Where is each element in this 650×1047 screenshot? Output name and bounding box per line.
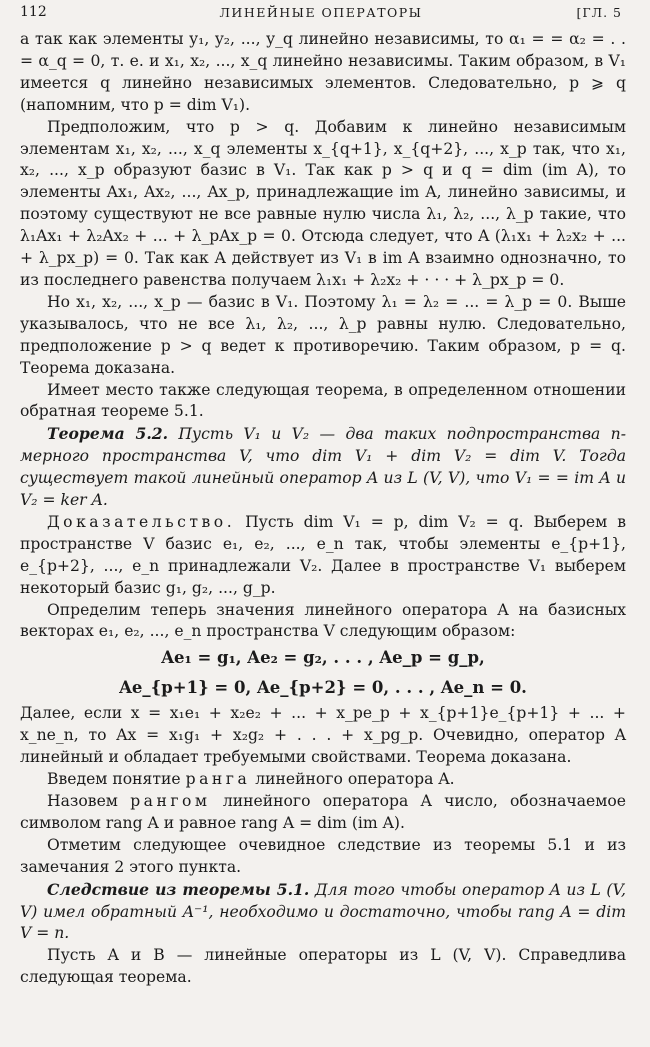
rank-intro — [20, 769, 626, 791]
paragraph-3: Но x₁, x₂, ..., x_p — базис в V₁. Поэтому λ₁ = λ₂ = ... = λ_p = 0. Выше указывалось, что не все λ₁, λ₂, ..., λ_p равны нулю. Следовательно, предположение p > q ведет к противоречию. Таким образом, p = q. Теорема доказана. — [20, 292, 626, 377]
after-formula-paragraph: Далее, если x = x₁e₁ + x₂e₂ + ... + x_pe_p + x_{p+1}e_{p+1} + ... + x_ne_n, то Ax = x₁g₁ + x₂g₂ + . . . + x_pg_p. Очевидно, оператор A линейный и обладает требуемыми свойствами. Теорема доказана. — [20, 704, 626, 767]
running-title: ЛИНЕЙНЫЕ ОПЕРАТОРЫ — [219, 5, 423, 20]
formula-line-1: Ae₁ = g₁, Ae₂ = g₂, . . . , Ae_p = g_p, — [161, 648, 485, 668]
rank-def-before: Назовем — [47, 792, 131, 810]
proof-paragraph-2: Определим теперь значения линейного оператора A на базисных векторах e₁, e₂, ..., e_n пространства V следующим образом: — [20, 600, 626, 641]
theorem-title: Теорема 5.2. — [47, 424, 169, 444]
paragraph-4: Имеет место также следующая теорема, в определенном отношении обратная теореме 5.1. — [20, 380, 626, 421]
paragraph-2: Предположим, что p > q. Добавим к линейно независимым элементам x₁, x₂, ..., x_q элементы x_{q+1}, x_{q+2}, ..., x_p так, что x₁, x₂, ..., x_p образуют базис в V₁. Так как p > q и q = dim (im A), то элементы Ax₁, Ax₂, ..., Ax_p, принадлежащие im A, линейно зависимы, и поэтому существуют не все равные нулю числа λ₁, λ₂, ..., λ_p такие, что λ₁Ax₁ + λ₂Ax₂ + ... + λ_pAx_p = 0. Отсюда следует, что A (λ₁x₁ + λ₂x₂ + ... + λ_px_p) = 0. Так как A действует из V₁ в im A взаимно однозначно, то из последнего равенства получаем λ₁x₁ + λ₂x₂ + · · · + λ_px_p = 0. — [20, 117, 626, 289]
proof-paragraph — [20, 512, 626, 600]
last-paragraph: Пусть A и B — линейные операторы из L (V, V). Справедлива следующая теорема. — [20, 946, 626, 987]
theorem-text: Пусть V₁ и V₂ — два таких подпространства n-мерного пространства V, что dim V₁ + dim V₂ = dim V. Тогда существует такой линейный оператор A из L (V, V), что V₁ = = im A и V₂ = ker A. — [20, 425, 626, 510]
rank-intro-before: Введем понятие — [47, 770, 186, 789]
rank-intro-after: линейного оператора A. — [250, 770, 455, 789]
proof-text: Пусть dim V₁ = p, dim V₂ = q. Выберем в пространстве V базис e₁, e₂, ..., e_n так, чтобы элементы e_{p+1}, e_{p+2}, ..., e_n принадлежали V₂. Далее в пространстве V₁ выберем некоторый базис g₁, g₂, ..., g_p. — [20, 512, 626, 597]
corollary-intro: Отметим следующее очевидное следствие из теоремы 5.1 и из замечания 2 этого пункта. — [20, 835, 626, 876]
chapter-marker: [ГЛ. 5 — [576, 5, 622, 20]
corollary-title: Следствие из теоремы 5.1. — [47, 879, 310, 899]
rank-definition — [20, 791, 626, 835]
theorem-5-2 — [20, 423, 626, 512]
rank-def-after: линейного оператора A число, обозначаемое символом rang A и равное rang A = dim (im A). — [20, 792, 626, 832]
corollary — [20, 879, 626, 946]
corollary-text: Для того чтобы оператор A из L (V, V) имел обратный A⁻¹, необходимо и достаточно, чтобы rang A = dim V = n. — [20, 880, 626, 943]
page-header — [20, 4, 622, 24]
formula-line-2: Ae_{p+1} = 0, Ae_{p+2} = 0, . . . , Ae_n = 0. — [119, 678, 527, 698]
paragraph-1: а так как элементы y₁, y₂, ..., y_q линейно независимы, то α₁ = = α₂ = . . = α_q = 0, т. е. и x₁, x₂, ..., x_q линейно независимы. Таким образом, в V₁ имеется q линейно независимых элементов. Следовательно, p ⩾ q (напомним, что p = dim V₁). — [20, 30, 626, 114]
rank-def-term: рангом — [130, 792, 211, 810]
page-number: 112 — [20, 4, 47, 20]
page-body — [20, 29, 626, 989]
proof-label: Доказательство. — [47, 512, 236, 531]
rank-intro-term: ранга — [185, 770, 251, 789]
